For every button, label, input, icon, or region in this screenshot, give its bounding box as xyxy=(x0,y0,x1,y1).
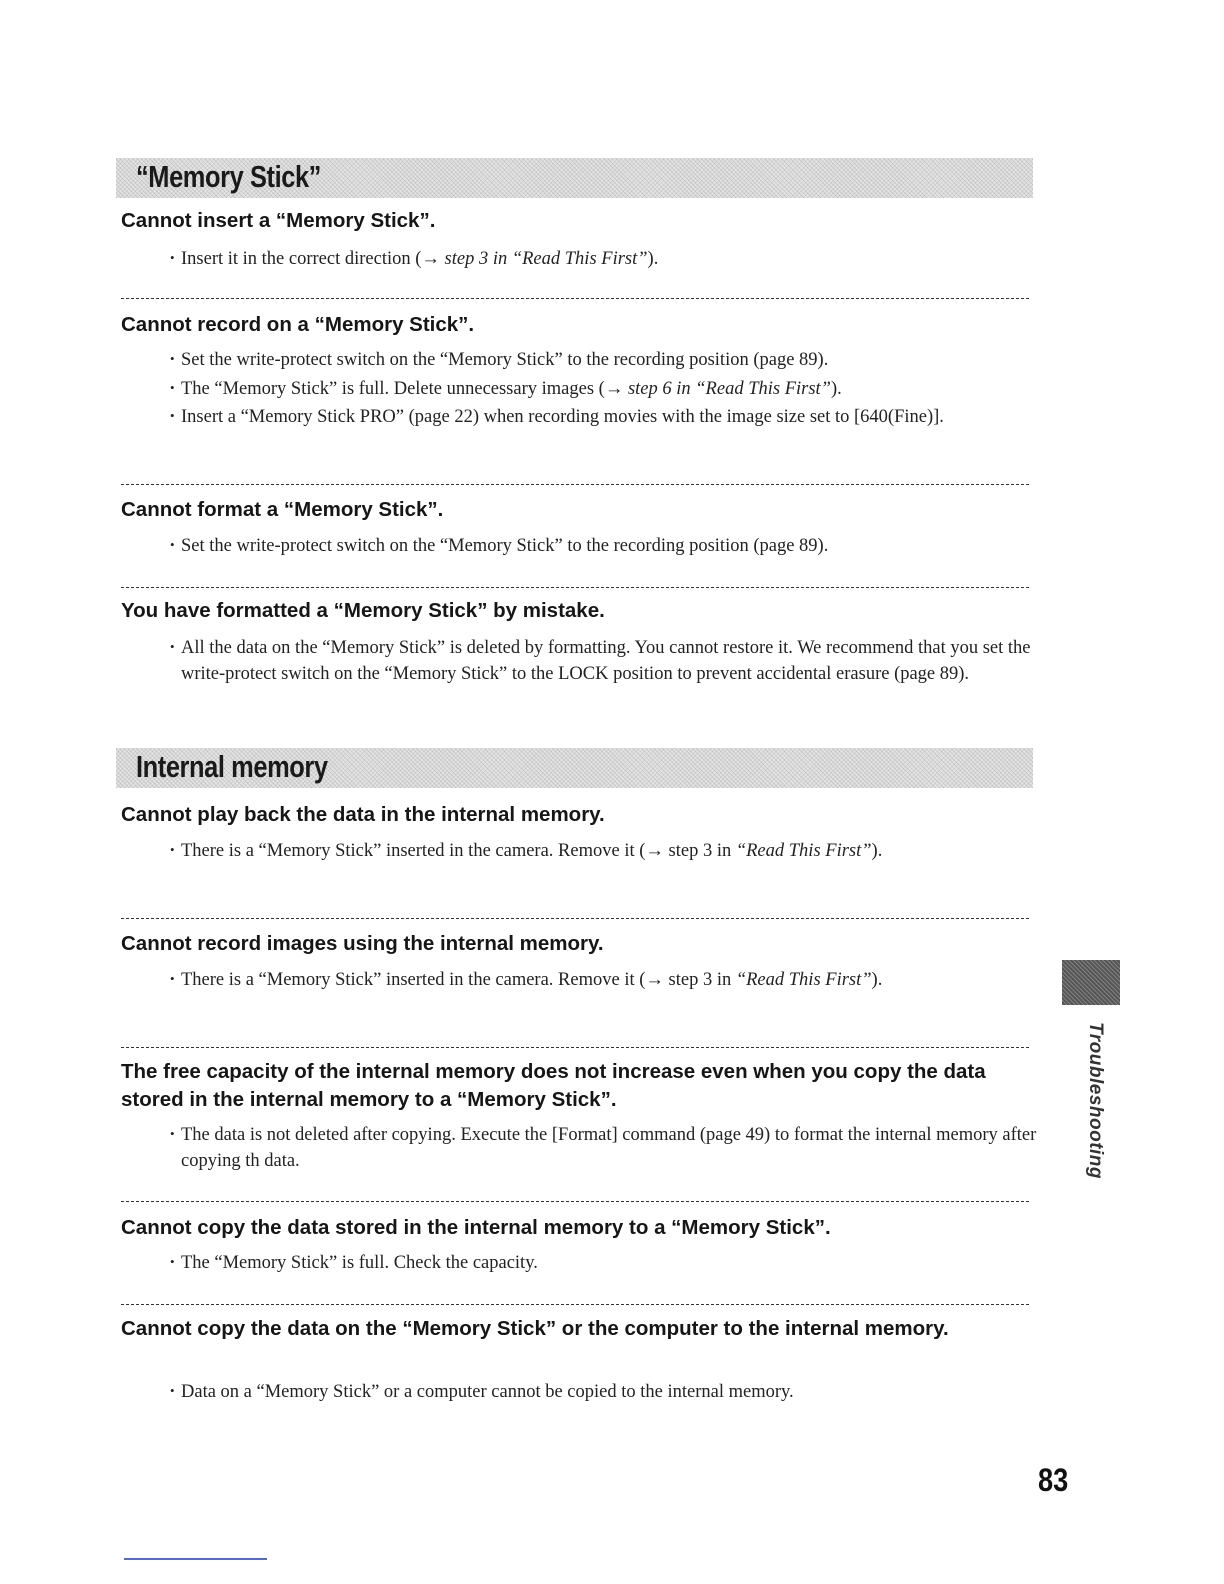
topic-heading: Cannot record images using the internal memory. xyxy=(121,932,604,955)
topic-heading: You have formatted a “Memory Stick” by mistake. xyxy=(121,599,605,622)
section-title: “Memory Stick” xyxy=(136,159,321,194)
bullet-item: • All the data on the “Memory Stick” is deleted by formatting. You cannot restore it. We recommend that you set the write-protect switch on the “Memory Stick” to the LOCK position to prevent accidental erasure (page 89). xyxy=(170,634,1041,687)
divider xyxy=(121,1047,1029,1048)
bullet-item: • There is a “Memory Stick” inserted in the camera. Remove it (→ step 3 in “Read This First”). xyxy=(170,837,1041,864)
divider xyxy=(121,298,1029,299)
divider xyxy=(121,1304,1029,1305)
section-band-internal-memory xyxy=(116,748,1033,788)
topic-heading: Cannot format a “Memory Stick”. xyxy=(121,498,444,521)
bullet-item: • Insert it in the correct direction (→ step 3 in “Read This First”). xyxy=(170,245,1041,272)
bullet-item: • The data is not deleted after copying. Execute the [Format] command (page 49) to format the internal memory after copying th data. xyxy=(170,1121,1041,1174)
bullet-item: • Set the write-protect switch on the “Memory Stick” to the recording position (page 89). xyxy=(170,532,1041,559)
page-number: 83 xyxy=(1038,1462,1069,1498)
divider xyxy=(121,484,1029,485)
topic-heading: Cannot insert a “Memory Stick”. xyxy=(121,209,436,232)
divider xyxy=(121,918,1029,919)
divider xyxy=(121,1201,1029,1202)
bullet-item: • Insert a “Memory Stick PRO” (page 22) when recording movies with the image size set to [640(Fine)]. xyxy=(170,403,1041,430)
bullet-item: • Data on a “Memory Stick” or a computer cannot be copied to the internal memory. xyxy=(170,1378,1041,1405)
bullet-item: • Set the write-protect switch on the “Memory Stick” to the recording position (page 89). xyxy=(170,346,1041,373)
topic-heading: The free capacity of the internal memory does not increase even when you copy the data stored in the internal memory to a “Memory Stick”. xyxy=(121,1060,986,1111)
bullet-item: • The “Memory Stick” is full. Check the capacity. xyxy=(170,1249,1041,1276)
section-band-memory-stick xyxy=(116,158,1033,198)
topic-heading: Cannot play back the data in the internal memory. xyxy=(121,803,605,826)
bullet-item: • There is a “Memory Stick” inserted in the camera. Remove it (→ step 3 in “Read This First”). xyxy=(170,966,1041,993)
chapter-tab-label: Troubleshooting xyxy=(1085,1022,1106,1180)
footer-rule xyxy=(124,1558,267,1560)
section-title: Internal memory xyxy=(136,749,328,784)
bullet-item: • The “Memory Stick” is full. Delete unnecessary images (→ step 6 in “Read This First”). xyxy=(170,375,1041,402)
chapter-tab-marker xyxy=(1062,960,1120,1005)
topic-heading: Cannot record on a “Memory Stick”. xyxy=(121,313,475,336)
topic-heading: Cannot copy the data stored in the internal memory to a “Memory Stick”. xyxy=(121,1216,831,1239)
topic-heading: Cannot copy the data on the “Memory Stick” or the computer to the internal memory. xyxy=(121,1317,949,1340)
divider xyxy=(121,587,1029,588)
